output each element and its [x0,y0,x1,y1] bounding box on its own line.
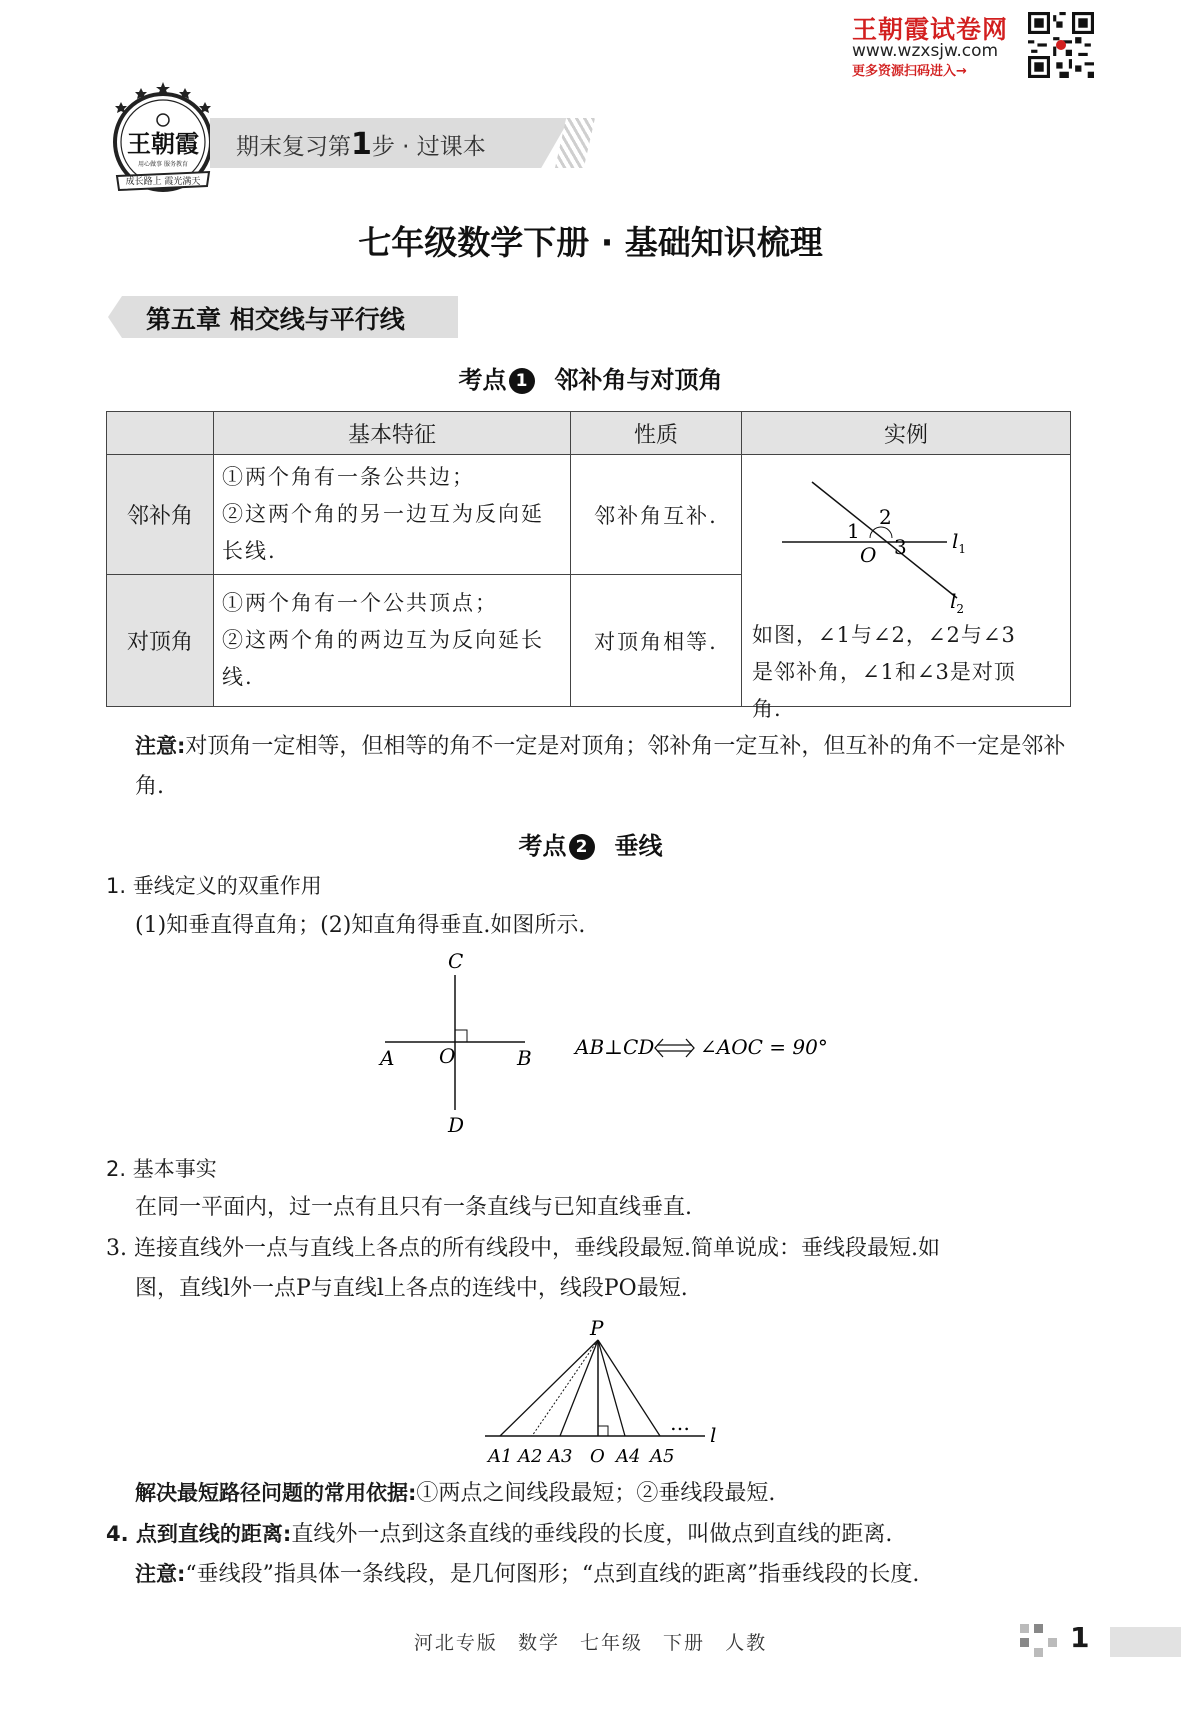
kaodian-2-title: 考点 2 垂线 [518,832,663,860]
watermark-tip: 更多资源扫码进入→ [852,64,967,79]
point-a4-label: A4 [616,1446,641,1467]
point-o-label: O [860,543,877,567]
line-l1-label: $l_1$ [952,529,967,556]
table-header-features: 基本特征 [214,412,571,455]
example-text: 如图，∠1与∠2，∠2与∠3是邻补角，∠1和∠3是对顶角. [752,623,1016,721]
shortest-segment-figure [470,1318,740,1468]
kaodian-1-number: 1 [509,368,535,394]
point-p-label: P [590,1318,604,1340]
logo-motto-1: 用心做事 [137,161,163,168]
point-o-label: O [439,1044,456,1068]
watermark-site-name: 王朝霞试卷网 [852,15,1009,44]
angle-1-label: 1 [847,519,860,543]
qr-code-icon[interactable] [1028,12,1094,78]
page-corner-marks-icon [1020,1624,1060,1658]
point-a2-label: A2 [518,1446,543,1467]
wangzhaoxia-logo [103,80,223,200]
kaodian-2-number: 2 [569,834,595,860]
kaodian-1-title: 考点 1 邻补角与对顶角 [458,366,723,394]
item-3-line-1: 3. 连接直线外一点与直线上各点的所有线段中，垂线段最短.简单说成：垂线段最短.如 [106,1236,940,1261]
point-b-label: B [517,1046,532,1070]
point-a5-label: A5 [650,1446,675,1467]
kaodian-1-note: 注意:对顶角一定相等，但相等的角不一定是对顶角；邻补角一定互补，但互补的角不一定是邻补角. [135,734,1066,799]
vertical-features: ①两个角有一个公共顶点； ②这两个角的两边互为反向延长线. [214,575,571,707]
angle-2-label: 2 [879,505,892,529]
kaodian-2-note: 注意:“垂线段”指具体一条线段，是几何图形；“点到直线的距离”指垂线段的长度. [135,1562,920,1587]
point-c-label: C [448,950,464,973]
item-4: 4. 点到直线的距离:直线外一点到这条直线的垂线段的长度，叫做点到直线的距离. [106,1522,893,1547]
line-l-label: l [710,1423,717,1447]
row-adjacent-supplementary: 邻补角 [107,455,214,575]
point-a1-label: A1 [488,1446,513,1467]
footer-text: 河北专版 数学 七年级 下册 人教 [413,1632,768,1654]
chapter-title: 第五章 相交线与平行线 [146,305,405,334]
ellipsis-label: … [670,1411,690,1435]
vertical-property: 对顶角相等. [571,575,742,707]
logo-ribbon: 成长路上 霞光满天 [125,177,201,187]
line-l2-label: $l_2$ [950,589,965,616]
point-a3-label: A3 [548,1446,573,1467]
item-1-title: 1. 垂线定义的双重作用 [106,874,322,898]
formula-left: AB⊥CD [575,1035,655,1059]
watermark-url[interactable]: www.wzxsjw.com [852,41,999,61]
table-header-property: 性质 [571,412,742,455]
example-cell [742,455,1071,721]
angles-table [106,411,1071,721]
page-number-bar [1110,1627,1181,1657]
shortest-path-basis: 解决最短路径问题的常用依据:①两点之间线段最短；②垂线段最短. [135,1481,776,1506]
intersecting-lines-figure [772,470,1092,620]
equivalence-arrow-icon [655,1039,694,1057]
item-2-text: 在同一平面内，过一点有且只有一条直线与已知直线垂直. [135,1195,692,1220]
perpendicular-figure [370,950,830,1140]
adjacent-property: 邻补角互补. [571,455,742,575]
point-o-label: O [590,1446,605,1467]
formula-right: ∠AOC = 90° [700,1035,828,1059]
point-a-label: A [380,1046,395,1070]
logo-name: 王朝霞 [127,129,199,158]
page-title: 七年级数学下册 · 基础知识梳理 [358,223,823,262]
page-number: 1 [1070,1621,1090,1654]
banner-text: 期末复习第1步 · 过课本 [236,127,486,162]
angle-3-label: 3 [894,535,907,559]
item-1-text: (1)知垂直得直角；(2)知直角得垂直.如图所示. [135,913,586,938]
logo-motto-2: 服务教育 [163,161,189,168]
point-d-label: D [448,1113,465,1137]
table-header-example: 实例 [742,412,1071,455]
row-vertical-angles: 对顶角 [107,575,214,707]
item-3-line-2: 图，直线l外一点P与直线l上各点的连线中，线段PO最短. [135,1276,688,1301]
table-header-empty [107,412,214,455]
adjacent-features: ①两个角有一条公共边； ②这两个角的另一边互为反向延长线. [214,455,571,575]
item-2-title: 2. 基本事实 [106,1157,217,1181]
